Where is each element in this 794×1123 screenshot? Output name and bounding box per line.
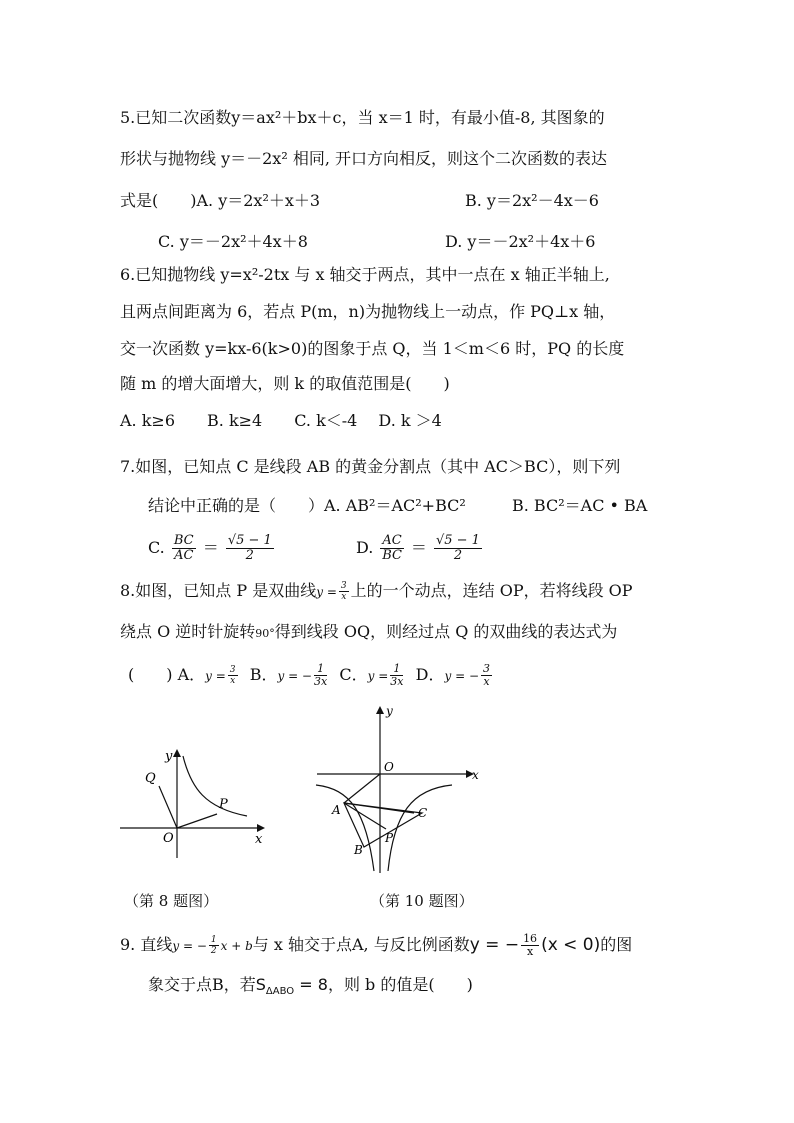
fig8-label-o: O bbox=[163, 831, 174, 846]
q9-func-domain: (x < 0) bbox=[541, 935, 601, 955]
q5-line-2: 形状与抛物线 y＝－2x² 相同, 开口方向相反，则这个二次函数的表达 bbox=[120, 149, 608, 168]
fig10-label-o: O bbox=[384, 760, 394, 774]
q9-line-lhs: y = − bbox=[172, 939, 207, 953]
q7-option-d-label: D. bbox=[355, 538, 374, 557]
q6-line-4: 随 m 的增大面增大，则 k 的取值范围是( ) bbox=[120, 374, 450, 393]
q6-line-1: 6.已知抛物线 y=x²-2tx 与 x 轴交于两点，其中一点在 x 轴正半轴上, bbox=[120, 265, 610, 284]
q7-d-fraction: $\frac{AC}{BC}$ bbox=[382, 533, 402, 563]
q6-line-2: 且两点间距离为 6，若点 P(m，n)为抛物线上一动点，作 PQ⊥x 轴， bbox=[120, 302, 616, 321]
q9-func-lhs: y = − bbox=[469, 935, 520, 955]
q8-option-c-fraction: $\frac{1}{3x}$ bbox=[390, 662, 404, 688]
fig10-label-p: P bbox=[385, 831, 394, 845]
fig10-left-branch bbox=[316, 785, 374, 871]
q5-line-4 bbox=[158, 232, 596, 252]
fig8-segment-oq bbox=[159, 786, 177, 828]
q9-line-rhs: x + b bbox=[220, 939, 253, 953]
fig10-label-y: y bbox=[386, 704, 393, 718]
q7-line-1: 7.如图，已知点 C 是线段 AB 的黄金分割点（其中 AC＞BC），则下列 bbox=[120, 457, 621, 476]
fig10-segment-ao bbox=[344, 803, 414, 813]
fig10-label-c: C bbox=[418, 806, 428, 820]
q8-curve-lhs: y = bbox=[316, 585, 337, 599]
q7-c-fraction: $\frac{BC}{AC}$ bbox=[173, 533, 194, 563]
fig10-label-x: x bbox=[472, 768, 479, 782]
fig8-label-q: Q bbox=[145, 771, 156, 786]
q5-option-d: D. y＝－2x²＋4x＋6 bbox=[445, 232, 596, 251]
q8-option-a-fraction: $\frac{3}{x}$ bbox=[229, 665, 236, 686]
q7-line-2 bbox=[148, 496, 648, 516]
q6-line-3: 交一次函数 y=kx-6(k>0)的图象于点 Q，当 1＜m＜6 时，PQ 的长度 bbox=[120, 339, 625, 358]
fig10-segment-oa bbox=[344, 774, 380, 803]
fig8-segment-op bbox=[177, 814, 217, 828]
q9-line-1: 9. 直线y = − $\frac{1}{2}$ x + b与 x 轴交于点A, 与反比例函数y = − $\frac{16}{x}$ (x < 0)的图 bbox=[120, 932, 633, 958]
q8-option-d-fraction: $\frac{3}{x}$ bbox=[483, 662, 491, 688]
q9-func-fraction: $\frac{16}{x}$ bbox=[523, 932, 538, 958]
q8-line-2: 绕点 O 逆时针旋转90°得到线段 OQ，则经过点 Q 的双曲线的表达式为 bbox=[120, 622, 618, 641]
q5-option-a: 式是( )A. y＝2x²＋x＋3 bbox=[120, 191, 321, 210]
fig8-y-arrow bbox=[173, 749, 181, 757]
fig10-label-b: B bbox=[354, 843, 363, 857]
q7-c-equals: ＝ bbox=[202, 538, 219, 557]
fig8-hyperbola bbox=[183, 756, 247, 816]
q7-option-c-label: C. bbox=[148, 538, 165, 557]
q8-options: ( ) A．y = $\frac{3}{x}$ B．y = − $\frac{1}{3x}$ C．y = $\frac{1}{3x}$ D．y = − $\frac{3}{x}$ bbox=[128, 662, 491, 688]
fig8-label-y: y bbox=[165, 749, 173, 764]
figure-10 bbox=[312, 703, 482, 875]
q8-option-b-fraction: $\frac{1}{3x}$ bbox=[314, 662, 328, 688]
fig8-caption: （第 8 题图） bbox=[124, 892, 219, 910]
fig8-label-x: x bbox=[255, 832, 263, 847]
q5-line-3 bbox=[120, 191, 599, 211]
fig8-label-p: P bbox=[219, 797, 228, 812]
q7-d-equals: ＝ bbox=[410, 538, 427, 557]
q8-curve-fraction: $\frac{3}{x}$ bbox=[340, 581, 347, 602]
fig10-label-a: A bbox=[332, 803, 341, 817]
figure-8 bbox=[115, 740, 275, 860]
q7-option-a: 结论中正确的是（ ）A. AB²＝AC²+BC² bbox=[148, 496, 466, 515]
q7-option-b: B. BC²＝AC • BA bbox=[512, 496, 648, 515]
q7-line-3 bbox=[148, 530, 484, 566]
q5-option-b: B. y＝2x²－4x－6 bbox=[465, 191, 599, 210]
q9-line-2: 象交于点B，若$S_{\Delta ABO} = 8$，则 b 的值是( ) bbox=[148, 975, 473, 998]
q8-line-1: 8.如图，已知点 P 是双曲线y = $\frac{3}{x}$ 上的一个动点，连结 OP，若将线段 OP bbox=[120, 581, 633, 602]
fig10-right-branch bbox=[388, 785, 452, 871]
q9-area: $S_{\Delta ABO} = 8$ bbox=[255, 975, 328, 998]
fig10-caption: （第 10 题图） bbox=[370, 892, 474, 910]
q5-option-c: C. y＝－2x²＋4x＋8 bbox=[158, 232, 308, 251]
q6-options: A. k≥6 B. k≥4 C. k＜-4 D. k ＞4 bbox=[120, 411, 442, 430]
q8-rotation-angle: 90° bbox=[255, 627, 275, 640]
q9-line-fraction: $\frac{1}{2}$ bbox=[210, 935, 217, 956]
q7-c-golden-fraction: $\frac{√5 - 1}{2}$ bbox=[227, 533, 272, 563]
q7-d-golden-fraction: $\frac{√5 - 1}{2}$ bbox=[435, 533, 480, 563]
fig10-y-arrow bbox=[376, 706, 384, 714]
fig8-x-arrow bbox=[257, 824, 265, 832]
q5-line-1: 5.已知二次函数y＝ax²＋bx＋c，当 x＝1 时，有最小值-8, 其图象的 bbox=[120, 108, 605, 127]
